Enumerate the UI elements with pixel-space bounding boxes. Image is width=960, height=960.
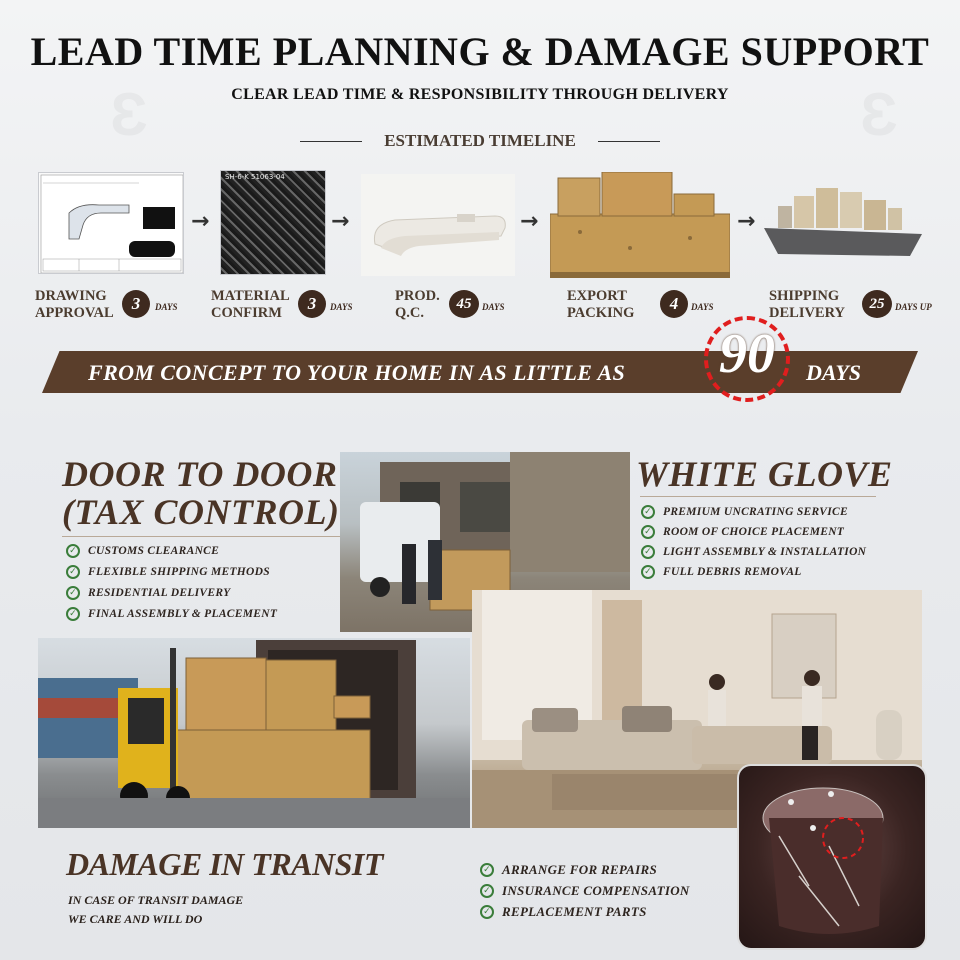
days-unit: DAYS	[330, 302, 353, 312]
check-icon: ✓	[480, 884, 494, 898]
check-icon: ✓	[641, 545, 655, 559]
arrow-right-icon: →	[520, 209, 539, 234]
arrow-right-icon: →	[331, 209, 350, 234]
step-label-production: PROD. Q.C.	[395, 288, 440, 321]
damaged-marble-photo	[737, 764, 927, 950]
list-item: ✓ PREMIUM UNCRATING SERVICE	[641, 505, 866, 519]
days-unit: DAYS UP	[895, 302, 932, 312]
damage-support-list	[480, 862, 690, 920]
banner-text: FROM CONCEPT TO YOUR HOME IN AS LITTLE AS	[88, 360, 626, 385]
list-item: ✓ FINAL ASSEMBLY & PLACEMENT	[66, 607, 277, 621]
step-label-shipping: SHIPPING DELIVERY	[769, 288, 846, 321]
page-title: LEAD TIME PLANNING & DAMAGE SUPPORT	[30, 29, 930, 74]
damage-subtext: IN CASE OF TRANSIT DAMAGE WE CARE AND WILL DO	[68, 893, 244, 926]
forklift-loading-photo	[38, 638, 470, 828]
white-glove-list	[641, 505, 866, 579]
days-badge: 3	[298, 290, 326, 318]
list-item: ✓ FULL DEBRIS REMOVAL	[641, 565, 866, 579]
days-badge: 25	[862, 290, 892, 318]
check-icon: ✓	[480, 863, 494, 877]
check-icon: ✓	[66, 586, 80, 600]
days-badge: 4	[660, 290, 688, 318]
page-subtitle: CLEAR LEAD TIME & RESPONSIBILITY THROUGH DELIVERY	[231, 86, 729, 103]
step-label-drawing: DRAWING APPROVAL	[35, 288, 114, 321]
banner-days-number: 90	[719, 323, 775, 385]
days-unit: DAYS	[482, 302, 505, 312]
fabric-swatch-image: SH-6-K 51063-04	[220, 170, 326, 275]
arrow-right-icon: →	[191, 209, 210, 234]
list-item: ✓ INSURANCE COMPENSATION	[480, 883, 690, 899]
check-icon: ✓	[66, 565, 80, 579]
check-icon: ✓	[66, 607, 80, 621]
banner-days-unit: DAYS	[806, 360, 862, 385]
check-icon: ✓	[480, 905, 494, 919]
check-icon: ✓	[66, 544, 80, 558]
list-item: ✓ CUSTOMS CLEARANCE	[66, 544, 277, 558]
watermark-logo: Ɛ	[110, 81, 148, 148]
export-crates-image	[550, 172, 730, 280]
list-item: ✓ ROOM OF CHOICE PLACEMENT	[641, 525, 866, 539]
list-item: ✓ REPLACEMENT PARTS	[480, 904, 690, 920]
check-icon: ✓	[641, 525, 655, 539]
list-item: ✓ FLEXIBLE SHIPPING METHODS	[66, 565, 277, 579]
curved-sofa-image	[361, 174, 515, 276]
check-icon: ✓	[641, 505, 655, 519]
arrow-right-icon: →	[737, 209, 756, 234]
door-to-door-heading: DOOR TO DOOR (TAX CONTROL)	[62, 454, 340, 532]
list-item: ✓ LIGHT ASSEMBLY & INSTALLATION	[641, 545, 866, 559]
step-label-material: MATERIAL CONFIRM	[211, 288, 290, 321]
cargo-ship-image	[764, 178, 922, 262]
divider	[640, 496, 876, 497]
divider	[62, 536, 352, 537]
door-to-door-list	[66, 544, 277, 621]
watermark-logo: Ɛ	[860, 81, 898, 148]
days-badge: 3	[122, 290, 150, 318]
step-label-packing: EXPORT PACKING	[567, 288, 635, 321]
list-item: ✓ ARRANGE FOR REPAIRS	[480, 862, 690, 878]
days-unit: DAYS	[155, 302, 178, 312]
days-badge: 45	[449, 290, 479, 318]
drawing-image	[38, 172, 184, 274]
white-glove-heading: WHITE GLOVE	[636, 454, 893, 494]
list-item: ✓ RESIDENTIAL DELIVERY	[66, 586, 277, 600]
check-icon: ✓	[641, 565, 655, 579]
damage-heading: DAMAGE IN TRANSIT	[66, 846, 383, 882]
timeline-heading: ESTIMATED TIMELINE	[300, 130, 660, 152]
days-unit: DAYS	[691, 302, 714, 312]
